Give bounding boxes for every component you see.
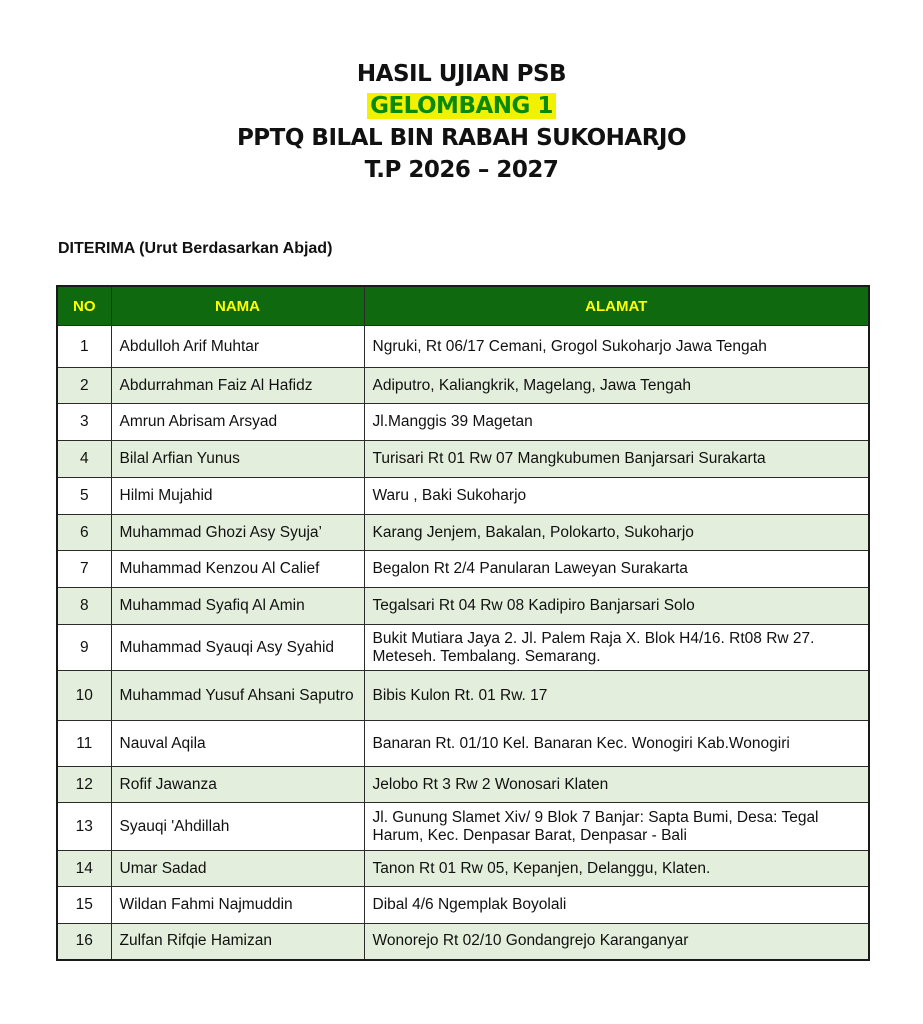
cell-nama: Muhammad Yusuf Ahsani Saputro <box>111 671 364 721</box>
cell-nama: Syauqi 'Ahdillah <box>111 803 364 851</box>
cell-nama: Wildan Fahmi Najmuddin <box>111 887 364 924</box>
cell-no: 3 <box>57 404 111 441</box>
cell-nama: Amrun Abrisam Arsyad <box>111 404 364 441</box>
table-row <box>57 551 869 588</box>
table-row <box>57 721 869 767</box>
header-no: NO <box>57 286 111 326</box>
cell-alamat: Banaran Rt. 01/10 Kel. Banaran Kec. Wonogiri Kab.Wonogiri <box>364 721 869 767</box>
cell-nama: Muhammad Ghozi Asy Syuja’ <box>111 515 364 551</box>
cell-no: 12 <box>57 767 111 803</box>
cell-alamat: Adiputro, Kaliangkrik, Magelang, Jawa Tengah <box>364 368 869 404</box>
title-line-4: T.P 2026 – 2027 <box>364 157 559 183</box>
results-table <box>56 285 870 961</box>
cell-alamat: Turisari Rt 01 Rw 07 Mangkubumen Banjarsari Surakarta <box>364 441 869 478</box>
cell-alamat: Tanon Rt 01 Rw 05, Kepanjen, Delanggu, Klaten. <box>364 851 869 887</box>
cell-alamat: Ngruki, Rt 06/17 Cemani, Grogol Sukoharjo Jawa Tengah <box>364 326 869 368</box>
table-row <box>57 404 869 441</box>
table-row <box>57 803 869 851</box>
table-row <box>57 671 869 721</box>
cell-alamat: Jl.Manggis 39 Magetan <box>364 404 869 441</box>
table-row <box>57 924 869 960</box>
cell-no: 8 <box>57 588 111 625</box>
header-nama: NAMA <box>111 286 364 326</box>
table-row <box>57 588 869 625</box>
cell-alamat: Begalon Rt 2/4 Panularan Laweyan Surakarta <box>364 551 869 588</box>
cell-no: 1 <box>57 326 111 368</box>
cell-nama: Rofif Jawanza <box>111 767 364 803</box>
cell-nama: Abdulloh Arif Muhtar <box>111 326 364 368</box>
document-title-block <box>0 58 923 186</box>
table-row <box>57 478 869 515</box>
cell-nama: Hilmi Mujahid <box>111 478 364 515</box>
cell-no: 7 <box>57 551 111 588</box>
cell-nama: Umar Sadad <box>111 851 364 887</box>
cell-nama: Nauval Aqila <box>111 721 364 767</box>
table-row <box>57 515 869 551</box>
cell-no: 2 <box>57 368 111 404</box>
cell-nama: Bilal Arfian Yunus <box>111 441 364 478</box>
cell-no: 16 <box>57 924 111 960</box>
table-row <box>57 767 869 803</box>
table-row <box>57 851 869 887</box>
cell-no: 10 <box>57 671 111 721</box>
cell-no: 4 <box>57 441 111 478</box>
table-row <box>57 887 869 924</box>
cell-alamat: Dibal 4/6 Ngemplak Boyolali <box>364 887 869 924</box>
cell-nama: Zulfan Rifqie Hamizan <box>111 924 364 960</box>
title-highlight: GELOMBANG 1 <box>367 93 556 119</box>
cell-alamat: Karang Jenjem, Bakalan, Polokarto, Sukoharjo <box>364 515 869 551</box>
cell-no: 6 <box>57 515 111 551</box>
title-line-2 <box>0 90 923 122</box>
cell-nama: Muhammad Kenzou Al Calief <box>111 551 364 588</box>
cell-no: 5 <box>57 478 111 515</box>
title-line-1: HASIL UJIAN PSB <box>356 61 567 87</box>
cell-alamat: Jl. Gunung Slamet Xiv/ 9 Blok 7 Banjar: Sapta Bumi, Desa: Tegal Harum, Kec. Denpasar Barat, Denpasar - Bali <box>364 803 869 851</box>
cell-nama: Muhammad Syafiq Al Amin <box>111 588 364 625</box>
cell-no: 15 <box>57 887 111 924</box>
cell-alamat: Jelobo Rt 3 Rw 2 Wonosari Klaten <box>364 767 869 803</box>
cell-alamat: Waru , Baki Sukoharjo <box>364 478 869 515</box>
table-row <box>57 441 869 478</box>
section-subtitle: DITERIMA (Urut Berdasarkan Abjad) <box>58 240 333 257</box>
cell-no: 11 <box>57 721 111 767</box>
cell-no: 13 <box>57 803 111 851</box>
cell-alamat: Wonorejo Rt 02/10 Gondangrejo Karanganyar <box>364 924 869 960</box>
table-row <box>57 368 869 404</box>
table-row <box>57 326 869 368</box>
cell-alamat: Bibis Kulon Rt. 01 Rw. 17 <box>364 671 869 721</box>
cell-alamat: Bukit Mutiara Jaya 2. Jl. Palem Raja X. Blok H4/16. Rt08 Rw 27. Meteseh. Tembalang. Semarang. <box>364 625 869 671</box>
title-line-3: PPTQ BILAL BIN RABAH SUKOHARJO <box>236 125 687 151</box>
table-row <box>57 625 869 671</box>
cell-nama: Muhammad Syauqi Asy Syahid <box>111 625 364 671</box>
header-alamat: ALAMAT <box>364 286 869 326</box>
cell-no: 9 <box>57 625 111 671</box>
cell-nama: Abdurrahman Faiz Al Hafidz <box>111 368 364 404</box>
table-header-row <box>57 286 869 326</box>
cell-no: 14 <box>57 851 111 887</box>
cell-alamat: Tegalsari Rt 04 Rw 08 Kadipiro Banjarsari Solo <box>364 588 869 625</box>
